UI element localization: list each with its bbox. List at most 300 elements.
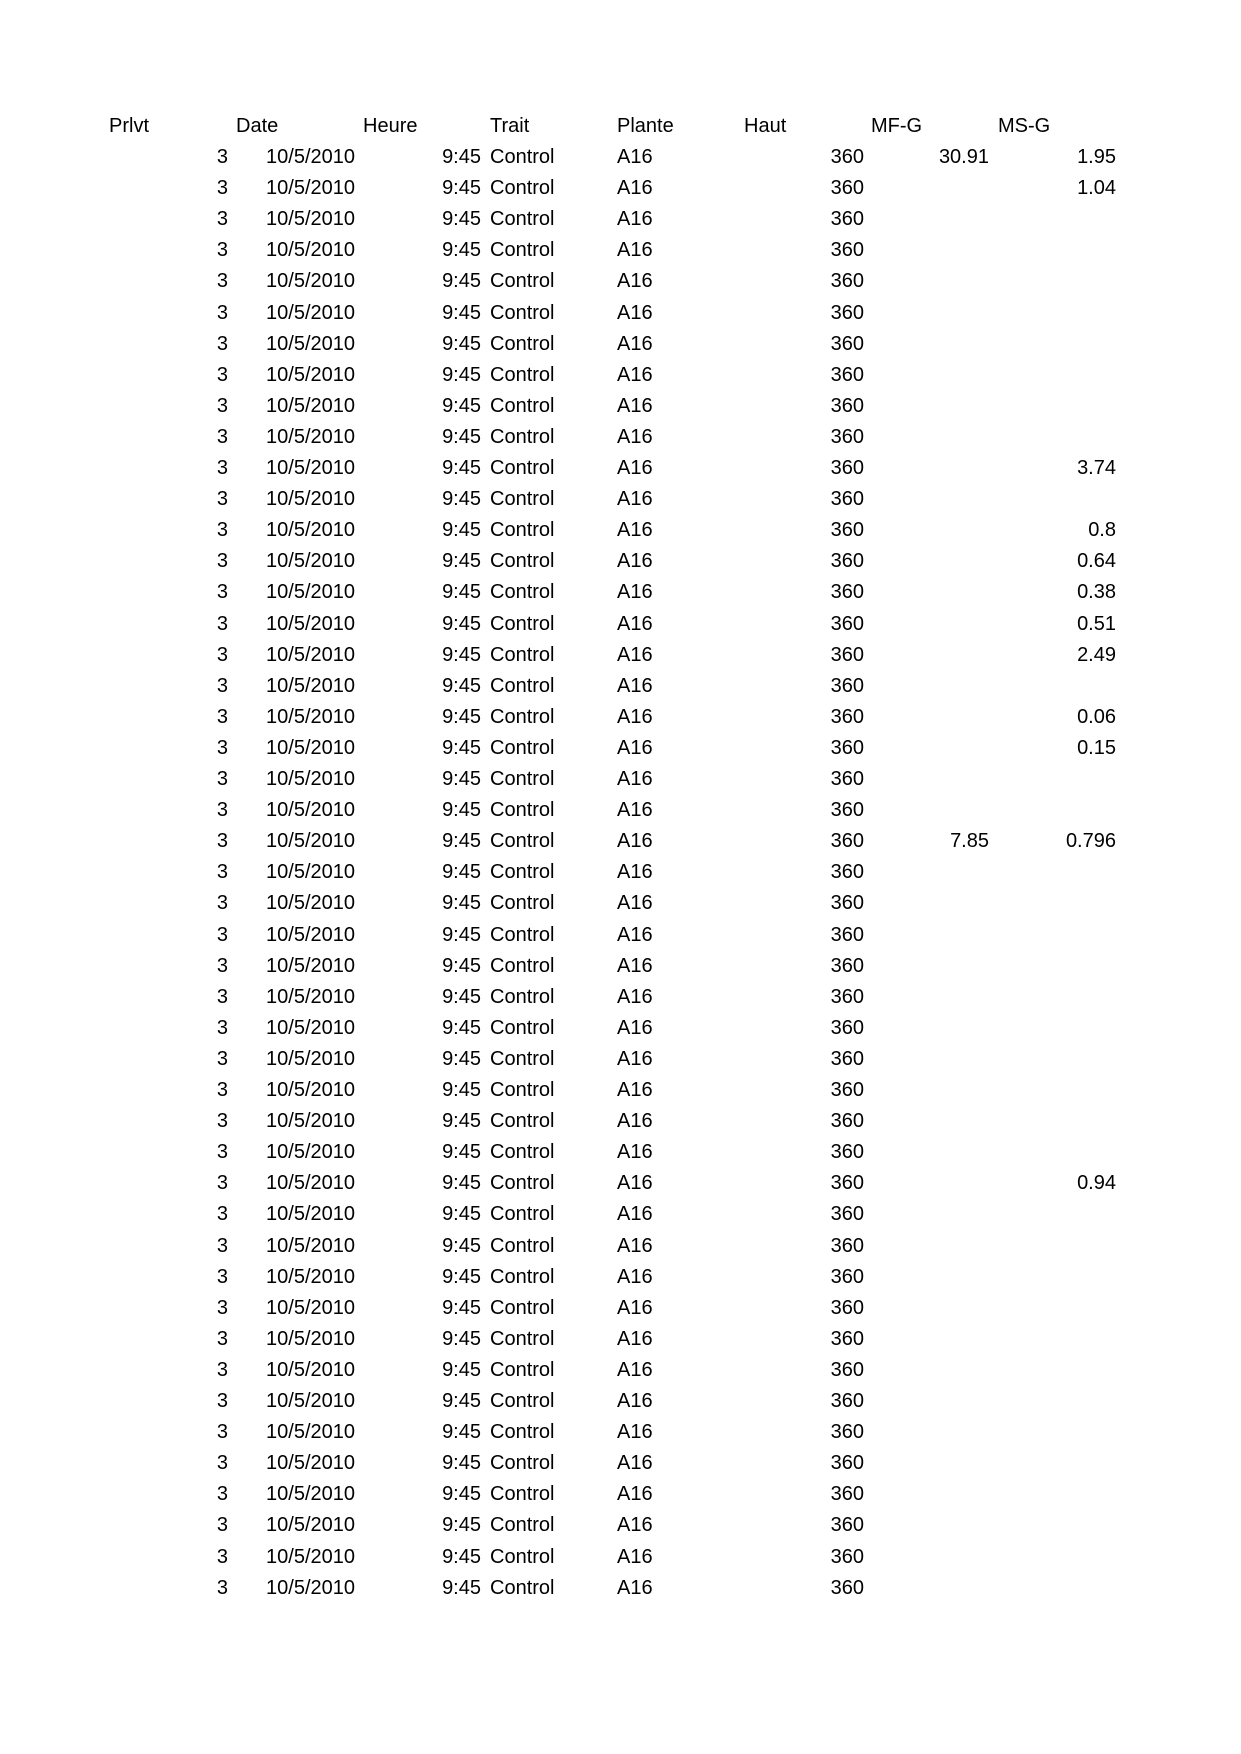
cell-mf-g	[868, 1044, 989, 1075]
cell-ms-g	[995, 1262, 1116, 1293]
cell-ms-g	[995, 1075, 1116, 1106]
cell-mf-g	[868, 1106, 989, 1137]
cell-ms-g: 0.15	[1077, 736, 1116, 759]
cell-date: 10/5/2010	[266, 954, 355, 977]
cell-prlvt: 3	[216, 643, 228, 666]
cell-plante: A16	[617, 146, 653, 168]
cell-ms-g	[995, 298, 1116, 329]
cell-trait: Control	[490, 1390, 555, 1412]
cell-trait: Control	[490, 1016, 555, 1039]
table-row	[0, 1355, 1241, 1386]
cell-prlvt: 3	[216, 736, 228, 759]
cell-heure: 9:45	[442, 892, 481, 915]
cell-prlvt: 3	[216, 1576, 228, 1599]
table-row	[0, 422, 1241, 453]
cell-ms-g	[995, 1542, 1116, 1573]
cell-date: 10/5/2010	[266, 830, 355, 853]
cell-plante: A16	[617, 488, 653, 511]
cell-haut: 360	[830, 674, 864, 697]
cell-haut: 360	[830, 799, 864, 822]
cell-trait: Control	[490, 1110, 555, 1133]
cell-haut: 360	[830, 1390, 864, 1412]
cell-prlvt: 3	[216, 363, 228, 386]
cell-trait: Control	[490, 239, 555, 262]
cell-date: 10/5/2010	[266, 1110, 355, 1133]
cell-ms-g: 0.38	[1077, 581, 1116, 604]
cell-prlvt: 3	[216, 1110, 228, 1133]
cell-date: 10/5/2010	[266, 363, 355, 386]
table-row	[0, 609, 1241, 640]
table-row	[0, 391, 1241, 422]
cell-heure: 9:45	[442, 612, 481, 635]
cell-trait: Control	[490, 332, 555, 355]
cell-plante: A16	[617, 1358, 653, 1381]
cell-ms-g	[995, 1137, 1116, 1168]
cell-mf-g	[868, 422, 989, 453]
table-row	[0, 920, 1241, 951]
cell-ms-g	[995, 391, 1116, 422]
cell-haut: 360	[830, 705, 864, 728]
cell-mf-g	[868, 1542, 989, 1573]
cell-haut: 360	[830, 425, 864, 448]
cell-prlvt: 3	[216, 1296, 228, 1319]
cell-mf-g	[868, 1510, 989, 1541]
cell-haut: 360	[830, 270, 864, 293]
cell-trait: Control	[490, 892, 555, 915]
cell-ms-g: 0.64	[1077, 550, 1116, 573]
cell-ms-g: 3.74	[1077, 457, 1116, 479]
cell-plante: A16	[617, 643, 653, 666]
cell-haut: 360	[830, 1296, 864, 1319]
table-row	[0, 329, 1241, 360]
cell-plante: A16	[617, 332, 653, 355]
cell-date: 10/5/2010	[266, 177, 355, 200]
cell-ms-g	[995, 857, 1116, 888]
cell-plante: A16	[617, 736, 653, 759]
table-row	[0, 577, 1241, 608]
cell-haut: 360	[830, 1110, 864, 1133]
cell-haut: 360	[830, 1483, 864, 1506]
cell-date: 10/5/2010	[266, 1358, 355, 1381]
cell-trait: Control	[490, 923, 555, 946]
cell-heure: 9:45	[442, 1079, 481, 1101]
cell-mf-g	[868, 1168, 989, 1199]
cell-date: 10/5/2010	[266, 239, 355, 262]
cell-trait: Control	[490, 830, 555, 853]
cell-plante: A16	[617, 1390, 653, 1412]
table-row	[0, 702, 1241, 733]
cell-plante: A16	[617, 1576, 653, 1599]
cell-heure: 9:45	[442, 1576, 481, 1599]
cell-plante: A16	[617, 550, 653, 573]
cell-mf-g	[868, 360, 989, 391]
cell-plante: A16	[617, 1203, 653, 1226]
cell-haut: 360	[830, 519, 864, 542]
column-header-prlvt: Prlvt	[109, 115, 149, 137]
table-row	[0, 1542, 1241, 1573]
cell-mf-g	[868, 1262, 989, 1293]
cell-prlvt: 3	[216, 488, 228, 511]
cell-ms-g	[995, 1573, 1116, 1604]
cell-prlvt: 3	[216, 177, 228, 200]
cell-mf-g	[868, 391, 989, 422]
cell-heure: 9:45	[442, 332, 481, 355]
column-header-heure: Heure	[363, 115, 418, 137]
table-row	[0, 1262, 1241, 1293]
cell-plante: A16	[617, 363, 653, 386]
cell-plante: A16	[617, 1265, 653, 1288]
cell-mf-g	[868, 1199, 989, 1230]
cell-trait: Control	[490, 1327, 555, 1350]
table-row	[0, 360, 1241, 391]
cell-ms-g: 0.94	[1077, 1172, 1116, 1195]
cell-heure: 9:45	[442, 861, 481, 884]
cell-plante: A16	[617, 1079, 653, 1101]
cell-trait: Control	[490, 394, 555, 417]
cell-haut: 360	[830, 1016, 864, 1039]
cell-prlvt: 3	[216, 519, 228, 542]
cell-plante: A16	[617, 1110, 653, 1133]
table-row	[0, 1199, 1241, 1230]
cell-prlvt: 3	[216, 1358, 228, 1381]
cell-trait: Control	[490, 1047, 555, 1070]
cell-date: 10/5/2010	[266, 425, 355, 448]
cell-heure: 9:45	[442, 954, 481, 977]
cell-haut: 360	[830, 1327, 864, 1350]
cell-plante: A16	[617, 1421, 653, 1444]
cell-prlvt: 3	[216, 146, 228, 168]
cell-haut: 360	[830, 301, 864, 324]
cell-prlvt: 3	[216, 892, 228, 915]
cell-date: 10/5/2010	[266, 643, 355, 666]
cell-haut: 360	[830, 581, 864, 604]
cell-date: 10/5/2010	[266, 1483, 355, 1506]
cell-date: 10/5/2010	[266, 146, 355, 168]
cell-heure: 9:45	[442, 1265, 481, 1288]
cell-mf-g	[868, 671, 989, 702]
cell-prlvt: 3	[216, 861, 228, 884]
cell-heure: 9:45	[442, 1421, 481, 1444]
cell-heure: 9:45	[442, 799, 481, 822]
cell-mf-g	[868, 546, 989, 577]
table-row	[0, 1013, 1241, 1044]
cell-date: 10/5/2010	[266, 892, 355, 915]
cell-ms-g	[995, 888, 1116, 919]
table-row	[0, 982, 1241, 1013]
cell-prlvt: 3	[216, 1483, 228, 1506]
cell-heure: 9:45	[442, 1203, 481, 1226]
cell-plante: A16	[617, 1514, 653, 1537]
cell-ms-g	[995, 951, 1116, 982]
cell-date: 10/5/2010	[266, 736, 355, 759]
header-row	[0, 111, 1241, 142]
cell-ms-g	[995, 1293, 1116, 1324]
cell-prlvt: 3	[216, 239, 228, 262]
cell-prlvt: 3	[216, 612, 228, 635]
cell-haut: 360	[830, 208, 864, 231]
table-row	[0, 1106, 1241, 1137]
cell-plante: A16	[617, 208, 653, 231]
cell-heure: 9:45	[442, 1358, 481, 1381]
cell-mf-g	[868, 577, 989, 608]
cell-plante: A16	[617, 1545, 653, 1568]
cell-ms-g	[995, 982, 1116, 1013]
table-row	[0, 235, 1241, 266]
cell-trait: Control	[490, 1452, 555, 1475]
cell-ms-g	[995, 1479, 1116, 1510]
cell-haut: 360	[830, 394, 864, 417]
column-header-haut: Haut	[744, 115, 787, 137]
cell-haut: 360	[830, 363, 864, 386]
cell-date: 10/5/2010	[266, 457, 355, 479]
cell-heure: 9:45	[442, 488, 481, 511]
cell-haut: 360	[830, 985, 864, 1008]
cell-trait: Control	[490, 270, 555, 293]
cell-haut: 360	[830, 1141, 864, 1164]
cell-plante: A16	[617, 954, 653, 977]
cell-prlvt: 3	[216, 581, 228, 604]
cell-haut: 360	[830, 1047, 864, 1070]
table-row	[0, 764, 1241, 795]
cell-trait: Control	[490, 581, 555, 604]
cell-heure: 9:45	[442, 830, 481, 853]
table-row	[0, 1044, 1241, 1075]
cell-plante: A16	[617, 923, 653, 946]
cell-date: 10/5/2010	[266, 861, 355, 884]
cell-heure: 9:45	[442, 177, 481, 200]
cell-heure: 9:45	[442, 1327, 481, 1350]
cell-trait: Control	[490, 1514, 555, 1537]
cell-haut: 360	[830, 1576, 864, 1599]
cell-trait: Control	[490, 1141, 555, 1164]
cell-prlvt: 3	[216, 208, 228, 231]
cell-date: 10/5/2010	[266, 519, 355, 542]
table-row	[0, 142, 1241, 173]
cell-heure: 9:45	[442, 1172, 481, 1195]
cell-date: 10/5/2010	[266, 1047, 355, 1070]
cell-haut: 360	[830, 954, 864, 977]
table-row	[0, 546, 1241, 577]
cell-ms-g	[995, 1231, 1116, 1262]
cell-ms-g	[995, 204, 1116, 235]
cell-date: 10/5/2010	[266, 1234, 355, 1257]
cell-plante: A16	[617, 612, 653, 635]
cell-ms-g	[995, 764, 1116, 795]
cell-heure: 9:45	[442, 643, 481, 666]
cell-haut: 360	[830, 923, 864, 946]
cell-haut: 360	[830, 830, 864, 853]
cell-prlvt: 3	[216, 954, 228, 977]
cell-ms-g	[995, 1417, 1116, 1448]
cell-prlvt: 3	[216, 1514, 228, 1537]
table-row	[0, 640, 1241, 671]
cell-haut: 360	[830, 1079, 864, 1101]
cell-prlvt: 3	[216, 1141, 228, 1164]
cell-heure: 9:45	[442, 1514, 481, 1537]
cell-haut: 360	[830, 768, 864, 790]
cell-date: 10/5/2010	[266, 705, 355, 728]
cell-date: 10/5/2010	[266, 394, 355, 417]
cell-prlvt: 3	[216, 1047, 228, 1070]
cell-ms-g	[995, 484, 1116, 515]
cell-plante: A16	[617, 581, 653, 604]
cell-date: 10/5/2010	[266, 1172, 355, 1195]
cell-mf-g	[868, 1013, 989, 1044]
cell-heure: 9:45	[442, 146, 481, 168]
cell-prlvt: 3	[216, 799, 228, 822]
cell-ms-g	[995, 1106, 1116, 1137]
cell-heure: 9:45	[442, 1390, 481, 1412]
cell-plante: A16	[617, 1452, 653, 1475]
cell-heure: 9:45	[442, 1545, 481, 1568]
cell-mf-g	[868, 1231, 989, 1262]
cell-date: 10/5/2010	[266, 581, 355, 604]
cell-prlvt: 3	[216, 674, 228, 697]
cell-mf-g	[868, 266, 989, 297]
cell-plante: A16	[617, 270, 653, 293]
cell-prlvt: 3	[216, 1203, 228, 1226]
table-row	[0, 1479, 1241, 1510]
cell-ms-g	[995, 266, 1116, 297]
cell-heure: 9:45	[442, 519, 481, 542]
cell-plante: A16	[617, 1234, 653, 1257]
table-row	[0, 1510, 1241, 1541]
cell-ms-g: 1.04	[1077, 177, 1116, 200]
cell-ms-g	[995, 920, 1116, 951]
cell-haut: 360	[830, 612, 864, 635]
cell-heure: 9:45	[442, 1483, 481, 1506]
cell-date: 10/5/2010	[266, 1421, 355, 1444]
cell-mf-g	[868, 298, 989, 329]
cell-heure: 9:45	[442, 394, 481, 417]
cell-ms-g	[995, 671, 1116, 702]
cell-mf-g	[868, 1324, 989, 1355]
cell-plante: A16	[617, 1047, 653, 1070]
cell-trait: Control	[490, 1576, 555, 1599]
cell-date: 10/5/2010	[266, 985, 355, 1008]
cell-trait: Control	[490, 736, 555, 759]
cell-mf-g	[868, 484, 989, 515]
cell-plante: A16	[617, 457, 653, 479]
cell-trait: Control	[490, 954, 555, 977]
cell-plante: A16	[617, 177, 653, 200]
table-row	[0, 1324, 1241, 1355]
table-row	[0, 1293, 1241, 1324]
table-row	[0, 1137, 1241, 1168]
cell-haut: 360	[830, 332, 864, 355]
cell-ms-g	[995, 360, 1116, 391]
cell-prlvt: 3	[216, 1265, 228, 1288]
cell-ms-g	[995, 1044, 1116, 1075]
cell-trait: Control	[490, 612, 555, 635]
cell-date: 10/5/2010	[266, 674, 355, 697]
cell-heure: 9:45	[442, 1234, 481, 1257]
cell-plante: A16	[617, 674, 653, 697]
cell-date: 10/5/2010	[266, 1545, 355, 1568]
cell-heure: 9:45	[442, 550, 481, 573]
cell-heure: 9:45	[442, 457, 481, 479]
table-row	[0, 1448, 1241, 1479]
cell-date: 10/5/2010	[266, 1390, 355, 1412]
column-header-plante: Plante	[617, 115, 674, 137]
cell-heure: 9:45	[442, 674, 481, 697]
cell-mf-g	[868, 920, 989, 951]
cell-trait: Control	[490, 208, 555, 231]
cell-trait: Control	[490, 550, 555, 573]
cell-heure: 9:45	[442, 1047, 481, 1070]
cell-date: 10/5/2010	[266, 1327, 355, 1350]
cell-trait: Control	[490, 861, 555, 884]
cell-mf-g	[868, 1075, 989, 1106]
cell-plante: A16	[617, 985, 653, 1008]
cell-ms-g: 2.49	[1077, 643, 1116, 666]
cell-date: 10/5/2010	[266, 550, 355, 573]
table-row	[0, 298, 1241, 329]
cell-trait: Control	[490, 425, 555, 448]
cell-date: 10/5/2010	[266, 332, 355, 355]
cell-date: 10/5/2010	[266, 1265, 355, 1288]
cell-prlvt: 3	[216, 332, 228, 355]
cell-plante: A16	[617, 768, 653, 790]
cell-mf-g	[868, 609, 989, 640]
table-row	[0, 204, 1241, 235]
cell-trait: Control	[490, 1203, 555, 1226]
cell-ms-g	[995, 1355, 1116, 1386]
cell-ms-g	[995, 795, 1116, 826]
cell-prlvt: 3	[216, 550, 228, 573]
table-row	[0, 453, 1241, 484]
cell-plante: A16	[617, 394, 653, 417]
cell-trait: Control	[490, 1545, 555, 1568]
cell-heure: 9:45	[442, 1141, 481, 1164]
cell-ms-g	[995, 1510, 1116, 1541]
cell-date: 10/5/2010	[266, 1016, 355, 1039]
cell-plante: A16	[617, 892, 653, 915]
cell-mf-g	[868, 733, 989, 764]
cell-ms-g: 0.8	[1088, 519, 1116, 542]
cell-prlvt: 3	[216, 1421, 228, 1444]
cell-mf-g	[868, 1417, 989, 1448]
cell-mf-g	[868, 982, 989, 1013]
cell-trait: Control	[490, 488, 555, 511]
cell-haut: 360	[830, 550, 864, 573]
cell-date: 10/5/2010	[266, 612, 355, 635]
cell-ms-g	[995, 235, 1116, 266]
table-row	[0, 1417, 1241, 1448]
cell-haut: 360	[830, 1421, 864, 1444]
cell-plante: A16	[617, 799, 653, 822]
table-row	[0, 951, 1241, 982]
cell-trait: Control	[490, 768, 555, 790]
cell-prlvt: 3	[216, 768, 228, 790]
table-row	[0, 733, 1241, 764]
cell-haut: 360	[830, 177, 864, 200]
cell-heure: 9:45	[442, 425, 481, 448]
table-row	[0, 888, 1241, 919]
cell-plante: A16	[617, 1296, 653, 1319]
cell-plante: A16	[617, 705, 653, 728]
cell-trait: Control	[490, 1079, 555, 1101]
cell-mf-g	[868, 1448, 989, 1479]
cell-heure: 9:45	[442, 239, 481, 262]
cell-haut: 360	[830, 1265, 864, 1288]
cell-heure: 9:45	[442, 1296, 481, 1319]
cell-plante: A16	[617, 1172, 653, 1195]
cell-trait: Control	[490, 643, 555, 666]
cell-mf-g	[868, 235, 989, 266]
cell-trait: Control	[490, 1358, 555, 1381]
cell-prlvt: 3	[216, 1452, 228, 1475]
